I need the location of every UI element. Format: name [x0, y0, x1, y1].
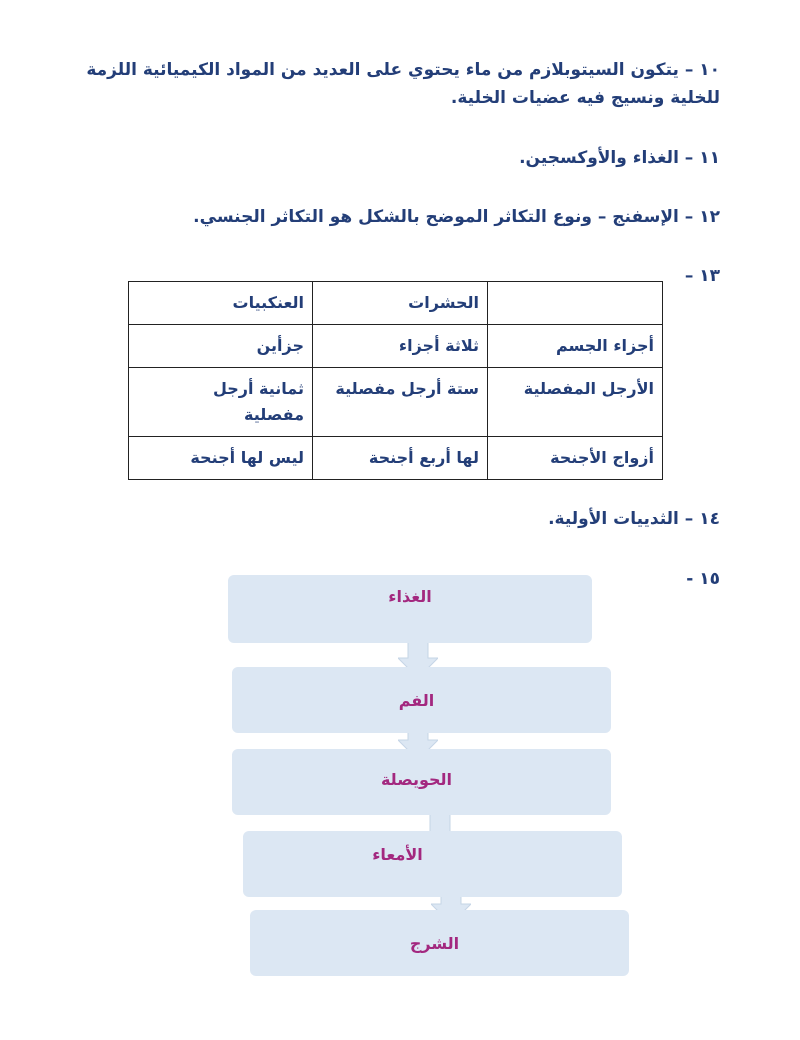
- answer-10: [80, 56, 720, 112]
- table-row: [129, 437, 663, 480]
- table-header-cell: العنكبيات: [129, 282, 313, 325]
- flow-step-label: الأمعاء: [372, 844, 423, 864]
- answer-15-label: ١٥ -: [686, 569, 720, 589]
- table-cell: جزأين: [129, 325, 313, 368]
- table-cell: ليس لها أجنحة: [129, 437, 313, 480]
- answer-12: ١٢ – الإسفنج – ونوع التكاثر الموضح بالشكل هو التكاثر الجنسي.: [193, 207, 720, 227]
- flow-step-label: الشرج: [409, 933, 460, 953]
- table-header-cell: الحشرات: [313, 282, 488, 325]
- flow-step-mouth: [232, 667, 611, 733]
- answer-11: ١١ – الغذاء والأوكسجين.: [519, 148, 720, 168]
- answer-13-label: ١٣ –: [684, 266, 720, 286]
- table-header-cell: [488, 282, 663, 325]
- table-cell: ثمانية أرجل مفصلية: [129, 368, 313, 437]
- answer-10-line-2: للخلية ونسيج فيه عضيات الخلية.: [450, 88, 720, 108]
- answer-14: ١٤ – الثدييات الأولية.: [548, 509, 720, 529]
- flow-step-crop: [232, 749, 611, 815]
- table-cell: أزواج الأجنحة: [488, 437, 663, 480]
- answer-10-line-1: ١٠ – يتكون السيتوبلازم من ماء يحتوي على العديد من المواد الكيميائية اللزمة: [86, 60, 720, 80]
- flow-step-label: الغذاء: [388, 586, 432, 606]
- flow-step-intestine: [243, 831, 622, 897]
- table-cell: ستة أرجل مفصلية: [313, 368, 488, 437]
- table-cell: الأرجل المفصلية: [488, 368, 663, 437]
- flow-step-label: الحويصلة: [380, 769, 453, 789]
- flow-step-label: الفم: [398, 690, 435, 710]
- table-cell: لها أربع أجنحة: [313, 437, 488, 480]
- table-row: [129, 368, 663, 437]
- table-header-row: [129, 282, 663, 325]
- table-cell: أجزاء الجسم: [488, 325, 663, 368]
- flow-step-anus: [250, 910, 629, 976]
- flow-step-food: [228, 575, 592, 643]
- comparison-table: [128, 281, 663, 480]
- table-row: [129, 325, 663, 368]
- table-cell: ثلاثة أجزاء: [313, 325, 488, 368]
